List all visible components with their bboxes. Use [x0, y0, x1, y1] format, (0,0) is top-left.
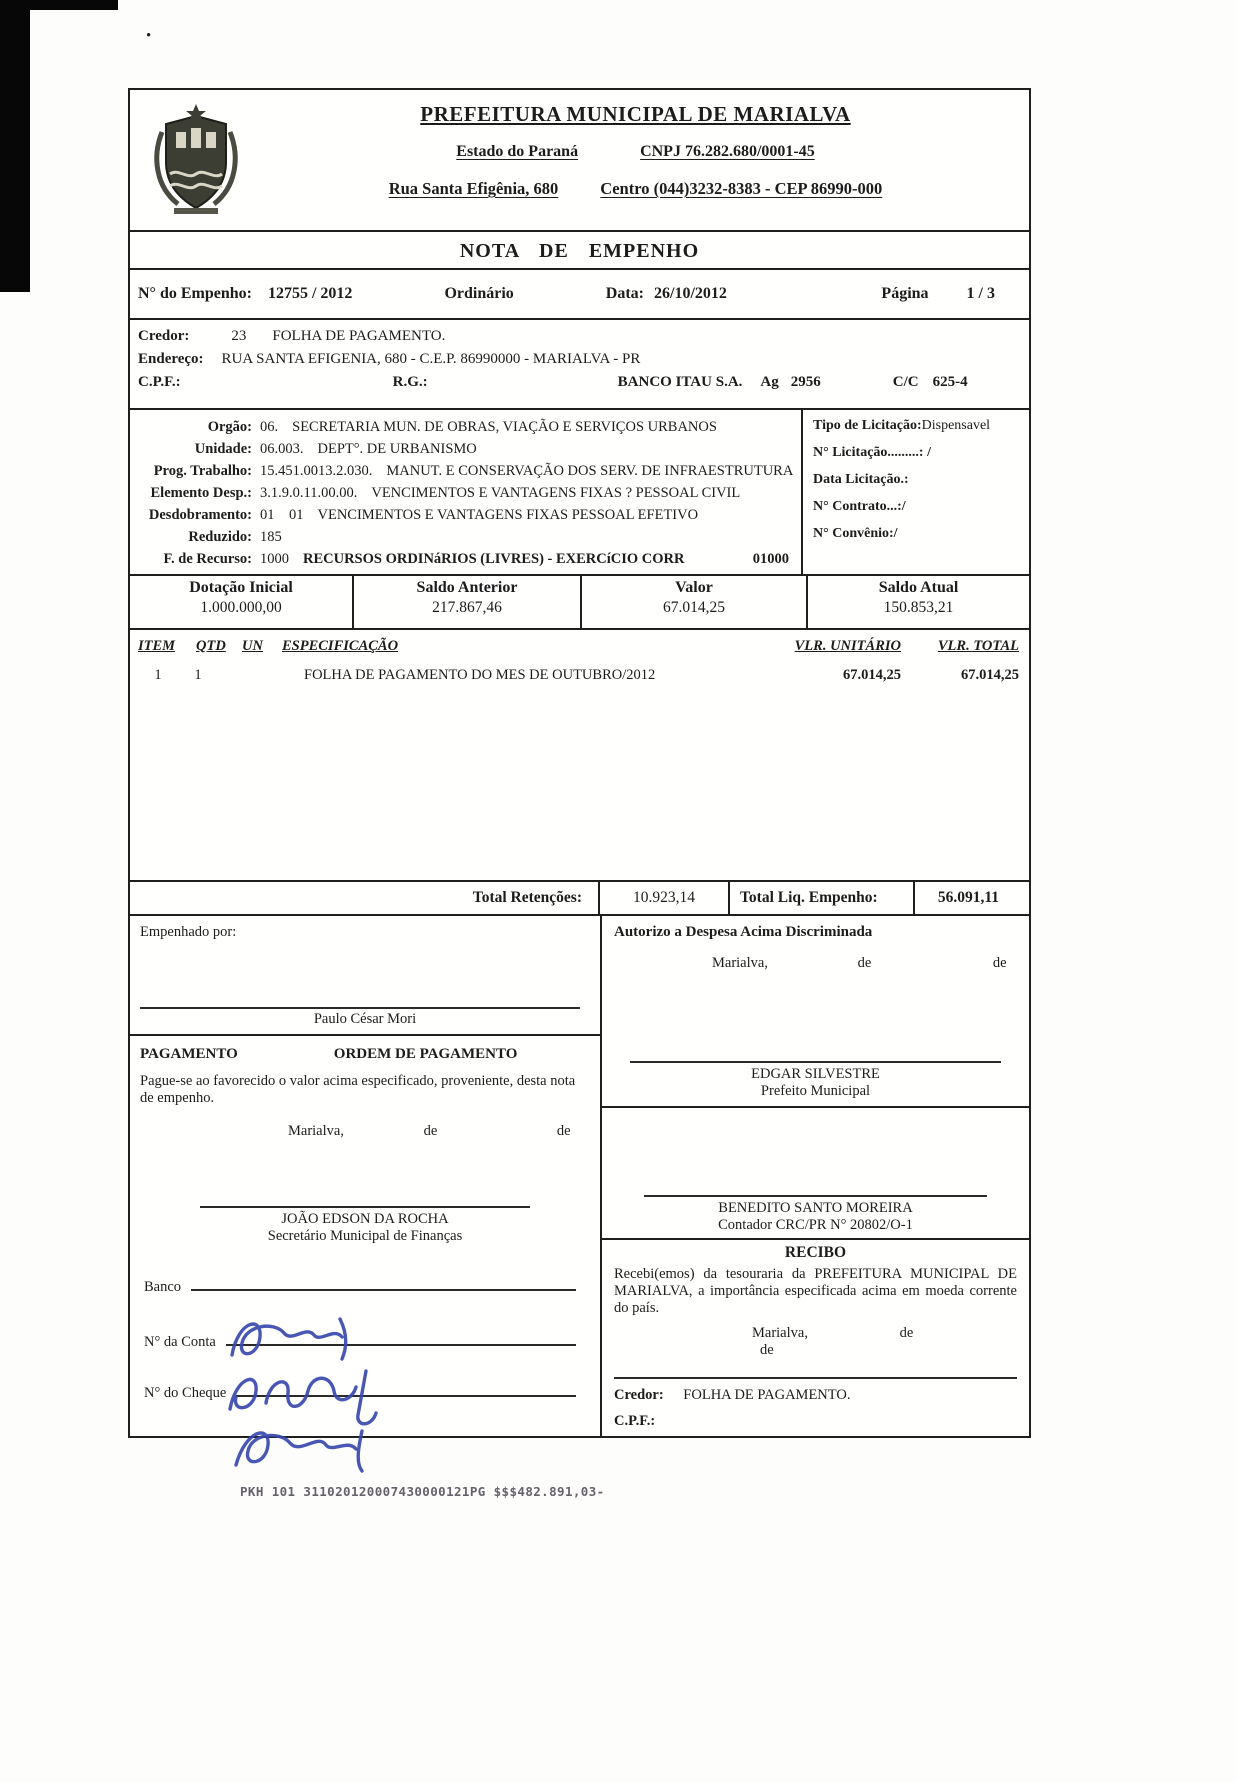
empenhado-box	[130, 916, 600, 1036]
banco-field	[144, 1275, 576, 1296]
budget-desc: DEPT°. DE URBANISMO	[317, 441, 477, 457]
scan-stray-dot: •	[146, 28, 152, 44]
balance-value: 150.853,21	[883, 599, 954, 616]
creditor-line-3	[138, 374, 1021, 391]
autorizo-city-date-line	[614, 955, 1017, 972]
signatures-right-column	[602, 916, 1029, 1436]
de-label: de	[423, 1123, 438, 1139]
accountant-title: Contador CRC/PR N° 20802/O-1	[718, 1217, 913, 1233]
recibo-cpf-label: C.P.F.:	[614, 1413, 656, 1429]
budget-extra-code: 01000	[752, 551, 789, 567]
signatures-section	[130, 916, 1029, 1436]
signature-line	[644, 1195, 987, 1197]
pagamento-city-date-line	[140, 1123, 590, 1140]
empenhado-label: Empenhado por:	[140, 924, 237, 940]
signature-line	[614, 1377, 1017, 1379]
budget-label: Prog. Trabalho:	[153, 463, 252, 479]
budget-desc: VENCIMENTOS E VANTAGENS FIXAS ? PESSOAL CIVIL	[371, 485, 741, 501]
totals-row	[130, 882, 1029, 916]
balance-value: 217.867,46	[432, 599, 502, 616]
cheque-label: N° do Cheque	[144, 1385, 227, 1401]
balance-table	[130, 576, 1029, 630]
autorizo-box	[602, 916, 1029, 1108]
budget-label: Orgão:	[207, 419, 252, 435]
balance-col-valor	[582, 576, 808, 628]
item-row	[130, 667, 1029, 684]
header-line-2	[262, 143, 1009, 161]
licitacao-tipo-label: Tipo de Licitação:	[813, 418, 922, 433]
city-label: Marialva,	[752, 1325, 808, 1341]
credor-name: FOLHA DE PAGAMENTO.	[272, 328, 446, 344]
conta-fill-line	[226, 1330, 576, 1346]
account-label: C/C	[892, 374, 919, 390]
mayor-signature-block	[614, 1061, 1017, 1100]
budget-code: 06.003.	[260, 441, 304, 457]
rg-label: R.G.:	[392, 374, 428, 390]
item-description: FOLHA DE PAGAMENTO DO MES DE OUTUBRO/2012	[304, 667, 656, 683]
balance-header: Saldo Atual	[878, 579, 959, 596]
licitacao-tipo	[813, 418, 1029, 434]
budget-label: F. de Recurso:	[163, 551, 252, 567]
recibo-title: RECIBO	[784, 1244, 847, 1261]
crest-svg	[148, 102, 244, 218]
total-retencoes-label: Total Retenções:	[130, 882, 600, 914]
empenho-kind: Ordinário	[444, 285, 514, 302]
budget-desc: VENCIMENTOS E VANTAGENS FIXAS PESSOAL EFETIVO	[317, 507, 699, 523]
page-indicator-value: 1 / 3	[966, 285, 995, 302]
recibo-text: Recebi(emos) da tesouraria da PREFEITURA MUNICIPAL DE MARIALVA, a importância especificada acima em moeda corrente do país.	[614, 1266, 1017, 1316]
empenho-date-value: 26/10/2012	[654, 285, 727, 302]
items-header-qtd: QTD	[196, 638, 226, 654]
document-title: NOTA DE EMPENHO	[130, 232, 1029, 270]
budget-desc: SECRETARIA MUN. DE OBRAS, VIAÇÃO E SERVIÇOS URBANOS	[292, 419, 717, 435]
document-header	[130, 90, 1029, 232]
budget-label: Desdobramento:	[148, 507, 252, 523]
budget-row-recurso	[130, 548, 801, 570]
signatures-left-column	[130, 916, 602, 1436]
budget-label: Elemento Desp.:	[150, 485, 252, 501]
ordem-pagamento-title: ORDEM DE PAGAMENTO	[333, 1046, 518, 1062]
conta-label: N° da Conta	[144, 1334, 216, 1350]
account-value: 625-4	[932, 374, 968, 390]
bank-name: BANCO ITAU S.A.	[617, 374, 743, 390]
cpf-label: C.P.F.:	[138, 374, 181, 390]
balance-value: 67.014,25	[663, 599, 725, 616]
mayor-name: EDGAR SILVESTRE	[751, 1066, 880, 1082]
items-header-vlr-unitario: VLR. UNITÁRIO	[794, 638, 901, 654]
empenho-number-label: N° do Empenho:	[138, 285, 252, 302]
district-phone-cep: Centro (044)3232-8383 - CEP 86990-000	[600, 179, 883, 198]
org-title: PREFEITURA MUNICIPAL DE MARIALVA	[420, 102, 851, 126]
balance-header: Valor	[675, 579, 713, 596]
de-label: de	[556, 1123, 571, 1139]
credor-code: 23	[231, 328, 247, 344]
recibo-credor-line	[614, 1387, 1017, 1404]
recibo-credor-value: FOLHA DE PAGAMENTO.	[683, 1387, 851, 1403]
pagamento-box	[130, 1036, 600, 1436]
secretary-name: JOÃO EDSON DA ROCHA	[281, 1211, 449, 1227]
header-text-block	[262, 90, 1029, 230]
budget-row-prog-trabalho	[130, 460, 801, 482]
budget-code: 1000	[260, 551, 289, 567]
items-header-espec: ESPECIFICAÇÃO	[282, 638, 399, 654]
endereco-label: Endereço:	[138, 351, 204, 367]
recibo-credor-label: Credor:	[614, 1387, 664, 1403]
city-label: Marialva,	[712, 955, 768, 971]
accountant-name: BENEDITO SANTO MOREIRA	[718, 1200, 913, 1216]
budget-code: 15.451.0013.2.030.	[260, 463, 373, 479]
scan-edge-artifact-top	[0, 0, 118, 10]
secretary-title: Secretário Municipal de Finanças	[267, 1228, 463, 1244]
banco-fill-line	[191, 1275, 576, 1291]
empenhado-signatory-name: Paulo César Mori	[313, 1011, 417, 1027]
cnpj-label: CNPJ 76.282.680/0001-45	[640, 143, 815, 160]
pagamento-title: PAGAMENTO	[140, 1046, 238, 1062]
items-header-vlr-total: VLR. TOTAL	[937, 638, 1019, 654]
item-qty: 1	[194, 667, 202, 683]
pagamento-titles	[140, 1046, 590, 1063]
scan-edge-artifact-left	[0, 0, 30, 292]
recibo-box	[602, 1240, 1029, 1436]
budget-row-orgao	[130, 416, 801, 438]
cheque-fill-line	[236, 1381, 576, 1397]
agency-value: 2956	[790, 374, 821, 390]
contrato-numero: N° Contrato...:/	[813, 499, 906, 514]
licitacao-data: Data Licitação.:	[813, 472, 909, 487]
budget-row-unidade	[130, 438, 801, 460]
accountant-signature-block	[614, 1195, 1017, 1234]
municipal-crest-icon	[130, 90, 262, 230]
items-header-item: ITEM	[138, 638, 176, 654]
licitacao-panel	[801, 410, 1029, 574]
page-indicator-label: Página	[881, 285, 929, 302]
total-retencoes-value: 10.923,14	[600, 882, 730, 914]
banco-label: Banco	[144, 1279, 182, 1295]
budget-label: Reduzido:	[188, 529, 252, 545]
items-header-row	[130, 638, 1029, 655]
credor-label: Credor:	[138, 328, 190, 344]
cheque-field	[144, 1381, 576, 1402]
budget-rows	[130, 410, 801, 574]
items-header-un: UN	[242, 638, 263, 654]
balance-header: Dotação Inicial	[189, 579, 293, 596]
de-label: de	[857, 955, 872, 971]
budget-row-reduzido	[130, 526, 801, 548]
balance-col-saldo-atual	[808, 576, 1029, 628]
mayor-title: Prefeito Municipal	[760, 1083, 871, 1099]
signature-line	[200, 1206, 530, 1208]
budget-section	[130, 410, 1029, 576]
header-line-3	[262, 179, 1009, 199]
item-unit	[218, 667, 242, 684]
budget-row-desdobramento	[130, 504, 801, 526]
signature-line	[630, 1061, 1001, 1063]
balance-col-saldo-anterior	[354, 576, 582, 628]
budget-row-elemento	[130, 482, 801, 504]
items-table	[130, 630, 1029, 882]
item-number: 1	[154, 667, 162, 683]
budget-desc: RECURSOS ORDINáRIOS (LIVRES) - EXERCíCIO CORR	[303, 551, 685, 567]
budget-code: 185	[260, 529, 282, 545]
budget-code: 3.1.9.0.11.00.00.	[260, 485, 358, 501]
recibo-city-date-line	[614, 1325, 1017, 1359]
total-liquido-label: Total Liq. Empenho:	[730, 882, 915, 914]
empenho-info-row	[130, 270, 1029, 320]
licitacao-numero: N° Licitação.........: /	[813, 445, 931, 460]
budget-desc: MANUT. E CONSERVAÇÃO DOS SERV. DE INFRAESTRUTURA	[386, 463, 794, 479]
creditor-line-2	[138, 351, 1021, 368]
pagamento-text: Pague-se ao favorecido o valor acima especificado, proveniente, desta nota de empenho.	[140, 1073, 576, 1106]
empenho-number-value: 12755 / 2012	[267, 285, 353, 302]
secretary-signature-block	[140, 1206, 590, 1245]
balance-header: Saldo Anterior	[416, 579, 518, 596]
agency-label: Ag	[760, 374, 779, 390]
licitacao-tipo-value: Dispensavel	[921, 418, 991, 433]
budget-code: 06.	[260, 419, 279, 435]
budget-code: 01 01	[260, 507, 304, 523]
total-liquido-value: 56.091,11	[937, 889, 999, 906]
conta-field	[144, 1330, 576, 1351]
budget-label: Unidade:	[194, 441, 252, 457]
balance-value: 1.000.000,00	[200, 599, 282, 616]
state-label: Estado do Paraná	[456, 143, 579, 160]
de-label: de	[992, 955, 1007, 971]
validator-print-line: PKH 101 311020120007430000121PG $$$482.891,03-	[240, 1484, 605, 1499]
balance-col-dotacao	[130, 576, 354, 628]
street-address: Rua Santa Efigênia, 680	[388, 179, 559, 198]
contador-box	[602, 1108, 1029, 1240]
de-label: de	[899, 1325, 914, 1341]
creditor-section	[130, 320, 1029, 410]
convenio-numero: N° Convênio:/	[813, 526, 898, 541]
nota-de-empenho-document	[128, 88, 1031, 1438]
item-unit-value: 67.014,25	[843, 667, 901, 683]
creditor-line-1	[138, 328, 1021, 345]
item-total-value: 67.014,25	[961, 667, 1019, 683]
empenho-date-label: Data:	[605, 285, 644, 302]
city-label: Marialva,	[288, 1123, 344, 1139]
endereco-value: RUA SANTA EFIGENIA, 680 - C.E.P. 86990000 - MARIALVA - PR	[221, 351, 641, 367]
autorizo-title: Autorizo a Despesa Acima Discriminada	[614, 924, 873, 940]
de-label: de	[760, 1342, 774, 1358]
